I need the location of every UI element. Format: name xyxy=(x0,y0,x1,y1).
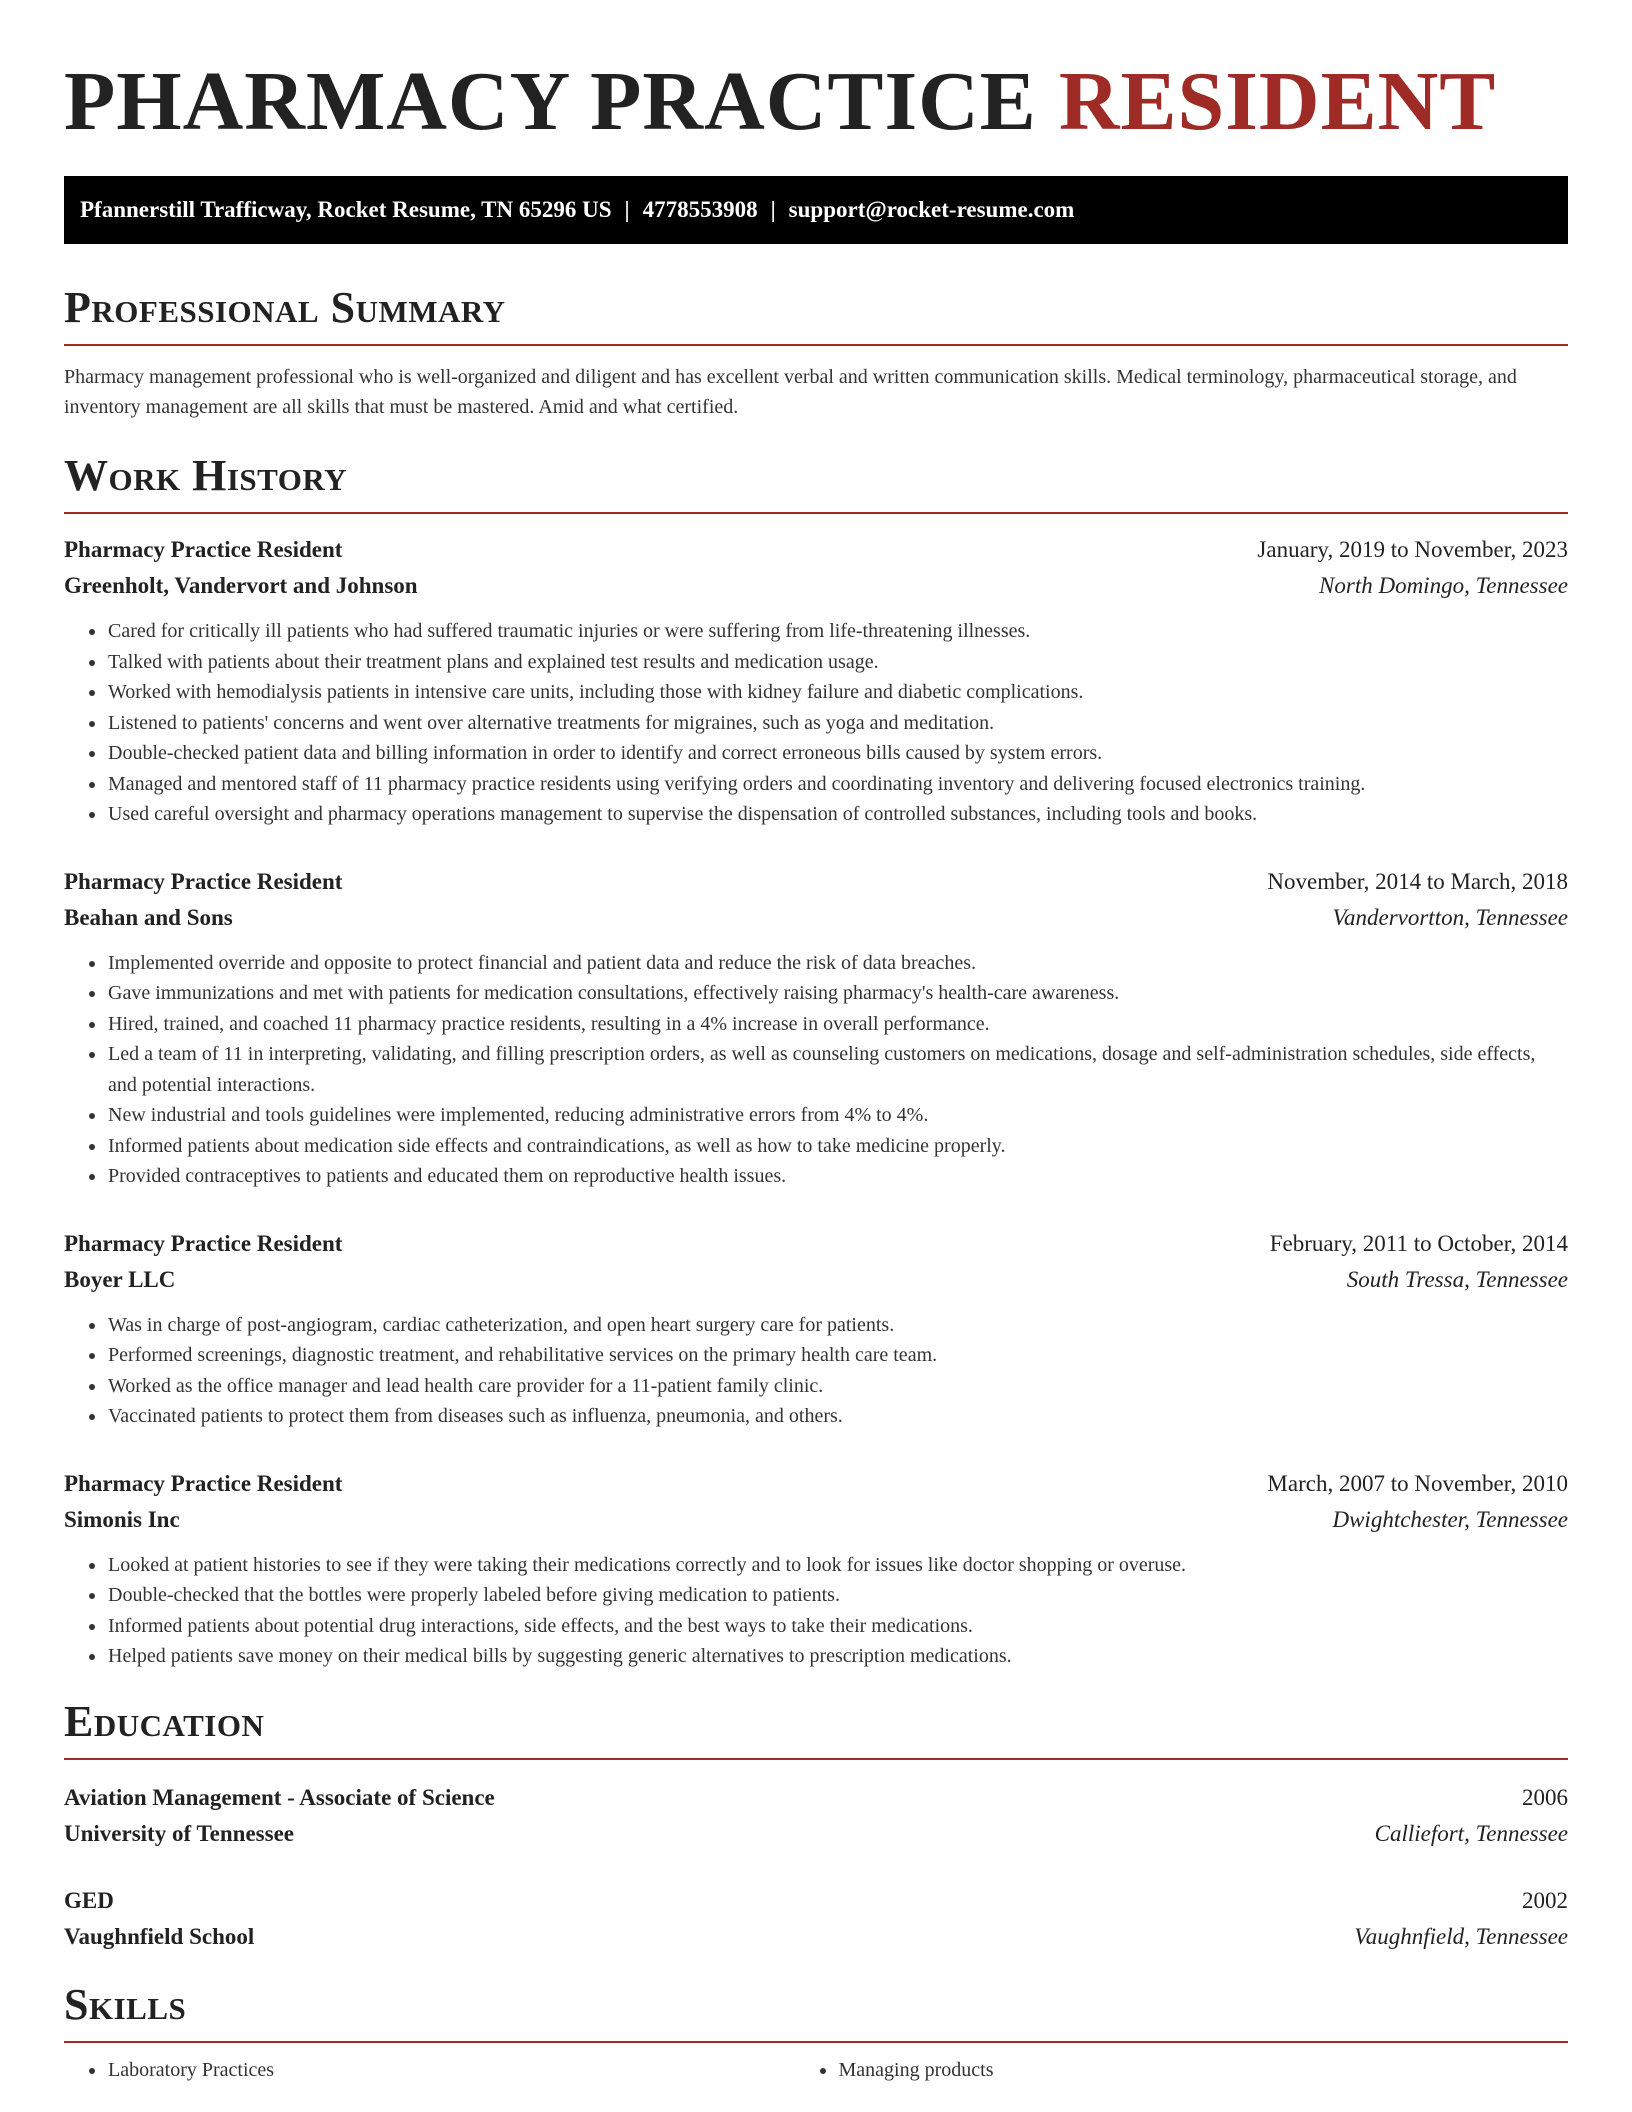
job-bullet: • Helped patients save money on their medical bills by suggesting generic alternatives to prescription medications. xyxy=(107,1641,1568,1672)
job-company: Simonis Inc xyxy=(64,1506,180,1532)
job-entry xyxy=(64,532,1568,830)
education-year: 2006 xyxy=(1522,1784,1568,1810)
section-divider xyxy=(64,2041,1568,2043)
job-company-row xyxy=(64,1262,1568,1298)
job-location: Dwightchester, Tennessee xyxy=(1332,1506,1568,1532)
skills-section xyxy=(64,1979,1568,2086)
job-bullet: • Hired, trained, and coached 11 pharmacy practice residents, resulting in a 4% increase in overall performance. xyxy=(107,1009,1568,1040)
job-header-row xyxy=(64,1226,1568,1262)
education-year: 2002 xyxy=(1522,1887,1568,1913)
job-company: Boyer LLC xyxy=(64,1266,176,1292)
job-bullet: • Worked as the office manager and lead health care provider for a 11-patient family clinic. xyxy=(107,1371,1568,1402)
education-school-row xyxy=(64,1816,1568,1852)
job-location: North Domingo, Tennessee xyxy=(1319,573,1568,598)
title-main: PHARMACY PRACTICE xyxy=(64,55,1037,148)
job-location: South Tressa, Tennessee xyxy=(1346,1266,1568,1292)
contact-separator: | xyxy=(624,197,630,222)
job-bullet: • Double-checked patient data and billing information in order to identify and correct erroneous bills caused by system errors. xyxy=(107,738,1568,769)
education-entry xyxy=(64,1883,1568,1955)
job-bullet: • Led a team of 11 in interpreting, validating, and filling prescription orders, as well as counseling customers on medications, dosage and self-administration schedules, side effects, and potential interactions. xyxy=(107,1039,1568,1100)
job-header-row xyxy=(64,1466,1568,1502)
education-degree-row xyxy=(64,1883,1568,1919)
contact-bar xyxy=(64,176,1568,244)
job-bullets xyxy=(64,1310,1568,1432)
summary-heading: Professional Summary xyxy=(64,283,506,332)
education-location: Calliefort, Tennessee xyxy=(1374,1820,1568,1846)
job-bullet: • New industrial and tools guidelines were implemented, reducing administrative errors from 4% to 4%. xyxy=(107,1100,1568,1131)
job-dates: November, 2014 to March, 2018 xyxy=(1267,868,1568,894)
education-school: Vaughnfield School xyxy=(64,1923,255,1949)
education-degree: GED xyxy=(64,1887,114,1913)
job-title: Pharmacy Practice Resident xyxy=(64,537,343,562)
job-bullet: • Managed and mentored staff of 11 pharmacy practice residents using verifying orders and coordinating inventory and delivering focused electronics training. xyxy=(107,769,1568,800)
work-history-heading: Work History xyxy=(64,451,348,500)
job-dates: January, 2019 to November, 2023 xyxy=(1257,537,1568,562)
job-dates: February, 2011 to October, 2014 xyxy=(1269,1230,1568,1256)
education-degree: Aviation Management - Associate of Science xyxy=(64,1784,495,1810)
job-bullet: • Worked with hemodialysis patients in intensive care units, including those with kidney failure and diabetic complications. xyxy=(107,677,1568,708)
title-accent: RESIDENT xyxy=(1058,55,1497,148)
contact-address: Pfannerstill Trafficway, Rocket Resume, TN 65296 US xyxy=(80,197,612,222)
job-entry xyxy=(64,1226,1568,1432)
job-bullet: • Informed patients about medication side effects and contraindications, as well as how to take medicine properly. xyxy=(107,1131,1568,1162)
summary-section xyxy=(64,282,1568,422)
job-company: Greenholt, Vandervort and Johnson xyxy=(64,573,418,598)
job-location: Vandervortton, Tennessee xyxy=(1332,904,1568,930)
job-bullet: • Was in charge of post-angiogram, cardiac catheterization, and open heart surgery care for patients. xyxy=(107,1310,1568,1341)
job-company-row xyxy=(64,900,1568,936)
job-company-row xyxy=(64,1502,1568,1538)
job-bullet: • Performed screenings, diagnostic treatment, and rehabilitative services on the primary health care team. xyxy=(107,1340,1568,1371)
job-bullet: • Gave immunizations and met with patients for medication consultations, effectively raising pharmacy's health-care awareness. xyxy=(107,978,1568,1009)
job-bullet: • Looked at patient histories to see if they were taking their medications correctly and to look for issues like doctor shopping or overuse. xyxy=(107,1550,1568,1581)
skill-item: • Laboratory Practices xyxy=(107,2055,838,2086)
section-divider xyxy=(64,1758,1568,1760)
job-header-row xyxy=(64,532,1568,568)
job-bullet: • Talked with patients about their treatment plans and explained test results and medication usage. xyxy=(107,647,1568,678)
education-entry xyxy=(64,1780,1568,1852)
education-school: University of Tennessee xyxy=(64,1820,294,1846)
skill-item: • Managing products xyxy=(838,2055,1569,2086)
job-dates: March, 2007 to November, 2010 xyxy=(1267,1470,1568,1496)
contact-phone: 4778553908 xyxy=(642,197,758,222)
job-company-row xyxy=(64,568,1568,604)
skills-list xyxy=(64,2055,1568,2086)
job-entry xyxy=(64,864,1568,1192)
contact-separator: | xyxy=(770,197,776,222)
education-location: Vaughnfield, Tennessee xyxy=(1354,1923,1568,1949)
contact-email: support@rocket-resume.com xyxy=(788,197,1075,222)
job-title: Pharmacy Practice Resident xyxy=(64,868,343,894)
education-heading: Education xyxy=(64,1696,265,1746)
job-company: Beahan and Sons xyxy=(64,904,233,930)
job-title: Pharmacy Practice Resident xyxy=(64,1470,343,1496)
education-degree-row xyxy=(64,1780,1568,1816)
job-bullet: • Used careful oversight and pharmacy operations management to supervise the dispensation of controlled substances, including tools and books. xyxy=(107,799,1568,830)
job-bullet: • Implemented override and opposite to protect financial and patient data and reduce the risk of data breaches. xyxy=(107,948,1568,979)
education-section xyxy=(64,1696,1568,1955)
job-header-row xyxy=(64,864,1568,900)
skills-heading: Skills xyxy=(64,1979,187,2029)
job-bullet: • Provided contraceptives to patients and educated them on reproductive health issues. xyxy=(107,1161,1568,1192)
job-bullet: • Listened to patients' concerns and went over alternative treatments for migraines, such as yoga and meditation. xyxy=(107,708,1568,739)
section-divider xyxy=(64,512,1568,514)
job-bullet: • Informed patients about potential drug interactions, side effects, and the best ways to take their medications. xyxy=(107,1611,1568,1642)
job-bullets xyxy=(64,616,1568,830)
job-bullets xyxy=(64,1550,1568,1672)
job-bullet: • Vaccinated patients to protect them from diseases such as influenza, pneumonia, and others. xyxy=(107,1401,1568,1432)
job-bullet: • Cared for critically ill patients who had suffered traumatic injuries or were suffering from life-threatening illnesses. xyxy=(107,616,1568,647)
job-bullets xyxy=(64,948,1568,1192)
section-divider xyxy=(64,344,1568,346)
job-bullet: • Double-checked that the bottles were properly labeled before giving medication to patients. xyxy=(107,1580,1568,1611)
resume-title xyxy=(64,0,1568,176)
work-history-section xyxy=(64,450,1568,1672)
summary-text: Pharmacy management professional who is well-organized and diligent and has excellent verbal and written communication skills. Medical terminology, pharmaceutical storage, and inventory management are all skills that must be mastered. Amid and what certified. xyxy=(64,366,1517,418)
job-title: Pharmacy Practice Resident xyxy=(64,1230,343,1256)
job-entry xyxy=(64,1466,1568,1672)
education-school-row xyxy=(64,1919,1568,1955)
